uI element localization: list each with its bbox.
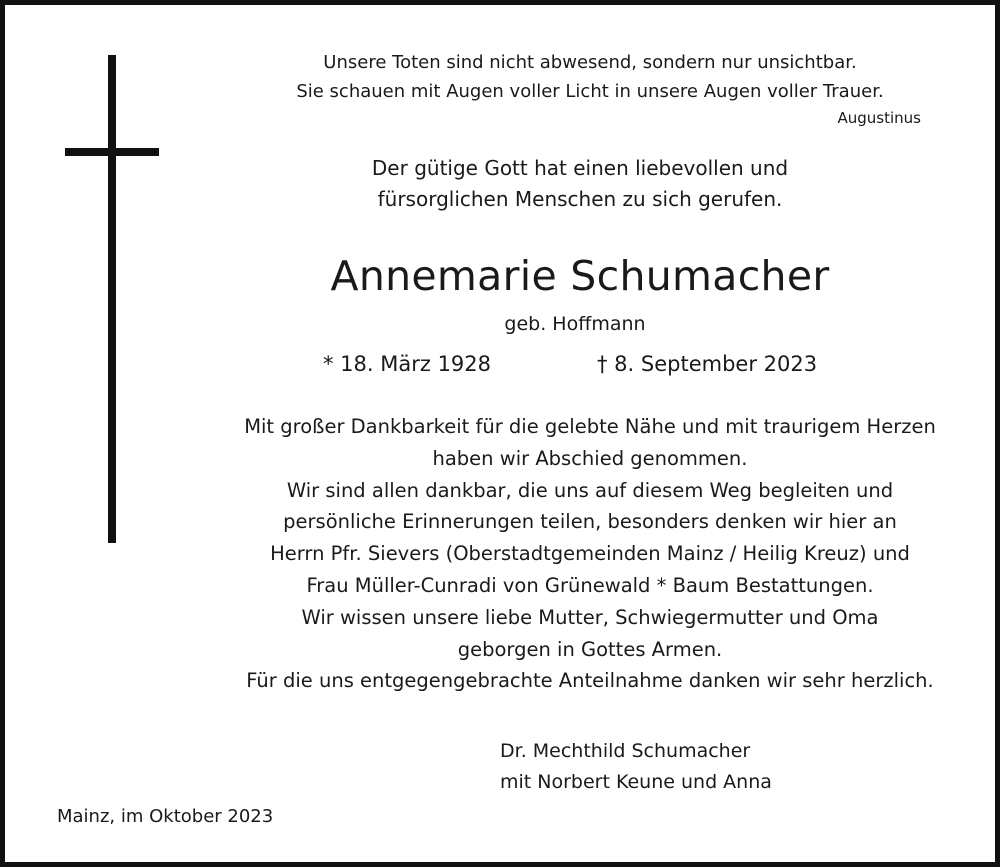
signature-line: mit Norbert Keune und Anna (500, 771, 772, 793)
message-line: Für die uns entgegengebrachte Anteilnahme danken wir sehr herzlich. (246, 669, 934, 693)
memorial-quote (255, 48, 925, 106)
death-date: † 8. September 2023 (597, 352, 818, 376)
message-line: Wir wissen unsere liebe Mutter, Schwiegermutter und Oma (301, 605, 879, 629)
message-line: haben wir Abschied genommen. (432, 446, 748, 470)
place-date: Mainz, im Oktober 2023 (57, 806, 274, 827)
quote-line: Unsere Toten sind nicht abwesend, sondern nur unsichtbar. (323, 52, 857, 73)
maiden-name: geb. Hoffmann (504, 313, 646, 335)
signature-line: Dr. Mechthild Schumacher (500, 740, 751, 762)
message-line: geborgen in Gottes Armen. (457, 637, 723, 661)
signature-block (500, 736, 772, 798)
message-line: Frau Müller-Cunradi von Grünewald * Baum Bestattungen. (306, 573, 874, 597)
birth-date: * 18. März 1928 (323, 352, 492, 376)
cross-horizontal-bar (65, 148, 159, 156)
deceased-name: Annemarie Schumacher (330, 252, 830, 300)
intro-line: fürsorglichen Menschen zu sich gerufen. (377, 187, 783, 211)
message-line: persönliche Erinnerungen teilen, besonders denken wir hier an (283, 510, 897, 534)
message-text (185, 411, 995, 697)
intro-text (230, 153, 930, 215)
message-line: Herrn Pfr. Sievers (Oberstadtgemeinden Mainz / Heilig Kreuz) und (270, 542, 910, 566)
intro-line: Der gütige Gott hat einen liebevollen und (371, 156, 789, 180)
cross-vertical-bar (108, 55, 116, 543)
message-line: Mit großer Dankbarkeit für die gelebte Nähe und mit traurigem Herzen (244, 415, 936, 438)
message-line: Wir sind allen dankbar, die uns auf diesem Weg begleiten und (286, 478, 894, 502)
quote-author: Augustinus (837, 109, 921, 127)
quote-line: Sie schauen mit Augen voller Licht in unsere Augen voller Trauer. (296, 81, 884, 102)
